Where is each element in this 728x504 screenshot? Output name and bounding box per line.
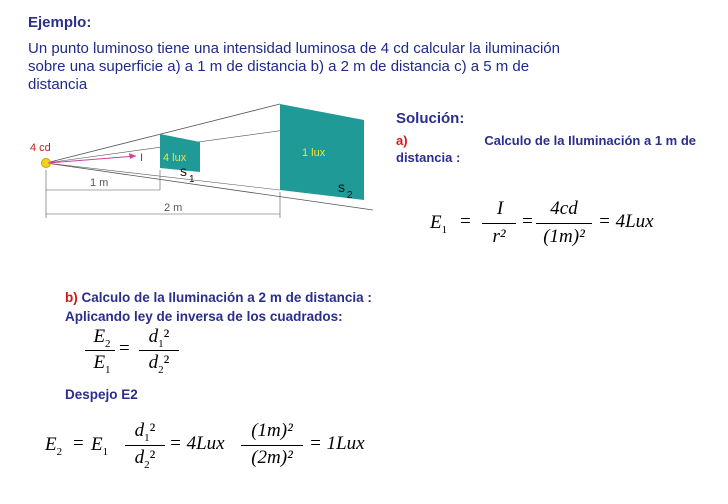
- illumination-diagram: [28, 90, 388, 225]
- eq-c-e1-sub: 1: [102, 445, 109, 458]
- eq-c-frac1-num: d: [134, 420, 145, 441]
- eq-b-den-r-sub: 2: [158, 363, 164, 376]
- eq-c-lhs: E: [45, 434, 57, 455]
- example-heading: Ejemplo:: [28, 14, 92, 31]
- eq-b-num-r-sub: 1: [158, 337, 164, 350]
- s1-lux-label: 4 lux: [163, 152, 187, 164]
- equation-b: $E_2$ $E_1$ = $d_1^2$ $d_2^2$: [85, 326, 195, 376]
- part-a-text2: distancia :: [396, 150, 461, 165]
- eq-c-frac1-den-sub: 2: [144, 458, 150, 471]
- eq-b-den-r-sup: ²: [163, 352, 170, 373]
- s2-label: s: [338, 179, 345, 195]
- s1-label: s: [180, 163, 187, 179]
- distance-2m: 2 m: [164, 202, 183, 214]
- eq-b-num-r: d: [148, 326, 159, 347]
- part-a-letter: a): [396, 133, 408, 148]
- eq-c-sq-1: ²: [149, 420, 156, 441]
- eq-c-frac1-num-sub: 1: [144, 431, 150, 444]
- problem-line-2: sobre una superficie a) a 1 m de distancia b) a 2 m de distancia c) a 5 m de: [28, 58, 530, 75]
- s2-lux-label: 1 lux: [302, 147, 326, 159]
- eq-c-lhs-sub: 2: [56, 445, 63, 458]
- eq-c-frac1-den: d: [134, 447, 145, 468]
- part-b-letter: b): [65, 290, 78, 305]
- equation-c: $E_2$ = $E_1$ $d_1^2$ $d_2^2$ = 4Lux (1m)² (2m)² = 1Lux: [45, 420, 365, 471]
- part-a-text: Calculo de la Iluminación a 1 m de: [484, 133, 696, 148]
- s1-subscript: 1: [189, 174, 195, 185]
- eq-a-num1: I: [496, 198, 504, 219]
- eq-b-den-l-sub: 1: [105, 363, 111, 376]
- problem-line-3: distancia: [28, 76, 88, 93]
- part-a-statement: [396, 132, 696, 166]
- eq-a-den2: (1m)²: [543, 226, 585, 247]
- eq-c-frac2-den: (2m)²: [251, 447, 293, 468]
- problem-statement: [28, 40, 658, 94]
- eq-c-sq-2: ²: [149, 447, 156, 468]
- eq-c-frac2-num: (1m)²: [251, 420, 293, 441]
- despejo-label: Despejo E2: [65, 387, 138, 402]
- problem-line-1: Un punto luminoso tiene una intensidad luminosa de 4 cd calcular la iluminación: [28, 40, 560, 57]
- eq-b-num-l: E: [93, 326, 106, 347]
- eq-c-mid: = 4Lux: [169, 433, 225, 454]
- part-b-statement: [65, 290, 372, 305]
- eq-b-num-r-sup: ²: [163, 326, 170, 347]
- eq-c-result: = 1Lux: [309, 433, 365, 454]
- source-label: 4 cd: [30, 142, 51, 154]
- part-b-text: Calculo de la Iluminación a 2 m de distancia :: [81, 290, 372, 305]
- eq-b-den-l: E: [93, 352, 106, 373]
- eq-c-e1: E: [91, 434, 103, 455]
- eq-a-den1: r²: [492, 226, 506, 247]
- eq-a-result: = 4Lux: [598, 211, 654, 232]
- solution-title: Solución:: [396, 110, 465, 127]
- distance-1m: 1 m: [90, 177, 109, 189]
- eq-a-num2: 4cd: [550, 198, 578, 219]
- s2-subscript: 2: [347, 190, 353, 201]
- intensity-label: I: [140, 152, 144, 164]
- eq-a-lhs: E: [430, 212, 442, 233]
- eq-b-den-r: d: [148, 352, 159, 373]
- eq-a-lhs-sub: 1: [441, 223, 448, 236]
- inverse-square-law-text: Aplicando ley de inversa de los cuadrados:: [65, 309, 343, 324]
- eq-b-num-l-sub: 2: [105, 337, 111, 350]
